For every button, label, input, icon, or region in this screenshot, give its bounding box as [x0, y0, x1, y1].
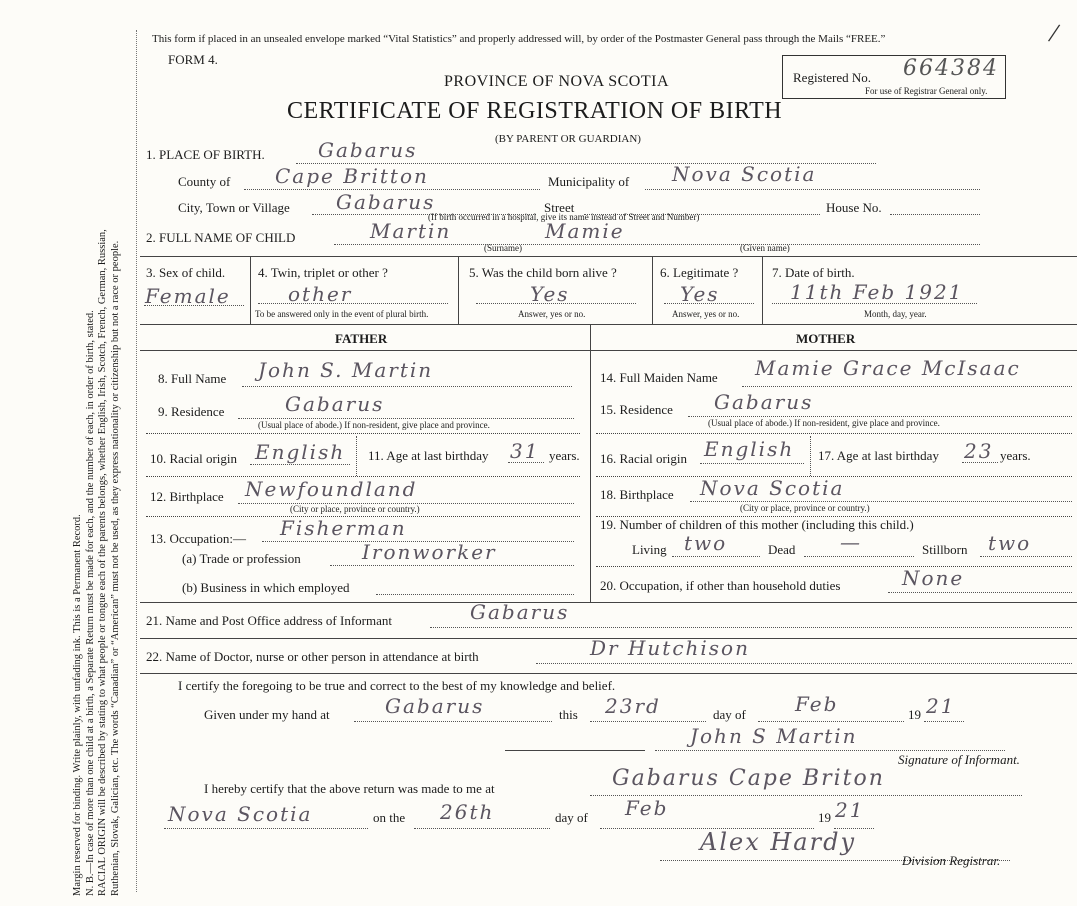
mother-residence-value: Gabarus [714, 390, 814, 414]
registrar-year-value: 21 [835, 798, 865, 822]
city-value: Gabarus [336, 190, 436, 214]
dead-value: — [840, 530, 862, 554]
doctor-value: Dr Hutchison [590, 636, 750, 660]
informant-label: 21. Name and Post Office address of Informant [146, 613, 392, 628]
surname-caption: (Surname) [484, 243, 522, 253]
father-residence-value: Gabarus [285, 392, 385, 416]
this-label: this [559, 707, 578, 722]
father-residence-label: 9. Residence [158, 404, 225, 419]
registrar-caption: Division Registrar. [902, 853, 1001, 868]
cert-day-of-label: day of [713, 707, 746, 722]
mother-age-label: 17. Age at last birthday [818, 448, 939, 463]
date-note: Month, day, year. [864, 309, 927, 319]
registrar-place-value: Gabarus Cape Briton [612, 766, 885, 791]
municipality-value: Nova Scotia [672, 162, 817, 186]
father-racial-value: English [255, 440, 346, 464]
margin-note-3: RACIAL ORIGIN will be described by stating to what people or tongue each of the parents belongs, whether English, Irish, Scotch, French, German, Russian, [97, 229, 108, 896]
father-trade-value: Ironworker [362, 540, 497, 564]
city-label: City, Town or Village [178, 200, 290, 215]
registrar-place-value-2: Nova Scotia [168, 802, 313, 826]
father-age-unit: years. [549, 448, 580, 463]
father-racial-label: 10. Racial origin [150, 451, 238, 466]
given-name-caption: (Given name) [740, 243, 790, 253]
registrar-statement: I hereby certify that the above return was made to me at [204, 781, 495, 796]
stillborn-label: Stillborn [922, 542, 968, 557]
province-heading: PROVINCE OF NOVA SCOTIA [444, 73, 670, 90]
margin-note-2: N. B.—In case of more than one child at a birth, a Separate Return must be made for each, and the number of each, in order of birth, stated. [84, 310, 96, 896]
mother-heading: MOTHER [796, 331, 856, 346]
street-label: Street [544, 200, 575, 215]
margin-note-1: Margin reserved for binding. Write plainly, with unfading ink. This is a Permanent Record. [72, 514, 83, 896]
registrar-day-of-label: day of [555, 810, 588, 825]
legitimate-note: Answer, yes or no. [672, 309, 740, 319]
county-label: County of [178, 174, 231, 189]
cert-month-value: Feb [795, 692, 839, 716]
hospital-note: (If birth occurred in a hospital, give its name instead of Street and Number) [428, 212, 700, 222]
mother-residence-label: 15. Residence [600, 402, 673, 417]
alive-label: 5. Was the child born alive ? [469, 265, 617, 280]
registrar-signature: Alex Hardy [700, 828, 857, 856]
child-name-label: 2. FULL NAME OF CHILD [146, 230, 296, 245]
mother-name-label: 14. Full Maiden Name [600, 370, 718, 385]
legitimate-value: Yes [680, 282, 720, 306]
legitimate-label: 6. Legitimate ? [660, 265, 739, 280]
father-trade-label: (a) Trade or profession [182, 551, 301, 566]
cert-day-value: 23rd [605, 694, 661, 718]
mother-residence-note: (Usual place of abode.) If non-resident, give place and province. [708, 418, 940, 428]
mother-occupation-value: None [902, 566, 965, 590]
twin-label: 4. Twin, triplet or other ? [258, 265, 388, 280]
living-label: Living [632, 542, 667, 557]
house-no-label: House No. [826, 200, 882, 215]
father-birthplace-note: (City or place, province or country.) [290, 504, 420, 514]
father-age-label: 11. Age at last birthday [368, 448, 489, 463]
pen-check-mark: / [1046, 17, 1062, 50]
municipality-label: Municipality of [548, 174, 630, 189]
county-value: Cape Britton [275, 164, 429, 188]
cert-year-prefix: 19 [908, 707, 921, 722]
registrar-year-prefix: 19 [818, 810, 831, 825]
cert-year-value: 21 [926, 694, 956, 718]
father-birthplace-label: 12. Birthplace [150, 489, 224, 504]
father-birthplace-value: Newfoundland [245, 477, 418, 501]
father-heading: FATHER [335, 331, 388, 346]
registered-box [782, 55, 1006, 99]
mother-children-label: 19. Number of children of this mother (including this child.) [600, 517, 914, 532]
living-value: two [684, 531, 728, 555]
mother-racial-label: 16. Racial origin [600, 451, 688, 466]
mother-occupation-label: 20. Occupation, if other than household duties [600, 578, 841, 593]
informant-signature: John S Martin [690, 724, 858, 748]
father-age-value: 31 [510, 439, 540, 463]
mother-birthplace-label: 18. Birthplace [600, 487, 674, 502]
registrar-use-note: For use of Registrar General only. [865, 86, 988, 96]
margin-notes [72, 36, 122, 896]
given-place-value: Gabarus [385, 694, 485, 718]
mother-age-unit: years. [1000, 448, 1031, 463]
mother-age-value: 23 [964, 439, 994, 463]
margin-note-4: Ruthenian, Slovak, Galician, etc. The words “Canadian” or “American” must not be used, as they express nationality or citizenship but not a race or people. [109, 240, 121, 896]
registrar-month-value: Feb [625, 796, 669, 820]
page-title: CERTIFICATE OF REGISTRATION OF BIRTH [287, 98, 783, 124]
sex-label: 3. Sex of child. [146, 265, 226, 280]
father-occupation-value: Fisherman [280, 516, 407, 540]
certify-statement: I certify the foregoing to be true and correct to the best of my knowledge and belief. [178, 678, 616, 693]
child-surname-value: Martin [370, 219, 452, 243]
father-residence-note: (Usual place of abode.) If non-resident, give place and province. [258, 420, 490, 430]
father-name-value: John S. Martin [258, 358, 434, 382]
place-of-birth-label: 1. PLACE OF BIRTH. [146, 147, 265, 162]
father-occupation-label: 13. Occupation:— [150, 531, 247, 546]
father-business-label: (b) Business in which employed [182, 580, 350, 595]
father-name-label: 8. Full Name [158, 371, 227, 386]
mother-name-value: Mamie Grace McIsaac [755, 356, 1021, 380]
postal-note: This form if placed in an unsealed envelope marked “Vital Statistics” and properly addressed will, by order of the Postmaster General pass through the Mails “FREE.” [152, 33, 886, 45]
sex-value: Female [145, 284, 231, 308]
place-of-birth-value: Gabarus [318, 138, 418, 162]
date-of-birth-label: 7. Date of birth. [772, 265, 855, 280]
registrar-day-value: 26th [440, 800, 495, 824]
twin-value: other [288, 282, 353, 306]
alive-value: Yes [530, 282, 570, 306]
alive-note: Answer, yes or no. [518, 309, 586, 319]
doctor-label: 22. Name of Doctor, nurse or other person in attendance at birth [146, 649, 479, 664]
mother-racial-value: English [704, 437, 795, 461]
form-number: FORM 4. [168, 52, 218, 67]
registered-label: Registered No. [793, 70, 871, 85]
date-of-birth-value: 11th Feb 1921 [790, 280, 964, 304]
stillborn-value: two [988, 531, 1032, 555]
registrar-on-the-label: on the [373, 810, 406, 825]
registered-value: 664384 [903, 56, 999, 81]
informant-signature-caption: Signature of Informant. [898, 752, 1020, 767]
binding-margin-line [136, 30, 137, 892]
page-subtitle: (BY PARENT OR GUARDIAN) [495, 133, 641, 145]
mother-birthplace-note: (City or place, province or country.) [740, 503, 870, 513]
dead-label: Dead [768, 542, 796, 557]
child-given-value: Mamie [545, 219, 625, 243]
given-under-hand-label: Given under my hand at [204, 707, 330, 722]
informant-value: Gabarus [470, 600, 570, 624]
mother-birthplace-value: Nova Scotia [700, 476, 845, 500]
twin-note: To be answered only in the event of plural birth. [255, 309, 429, 319]
